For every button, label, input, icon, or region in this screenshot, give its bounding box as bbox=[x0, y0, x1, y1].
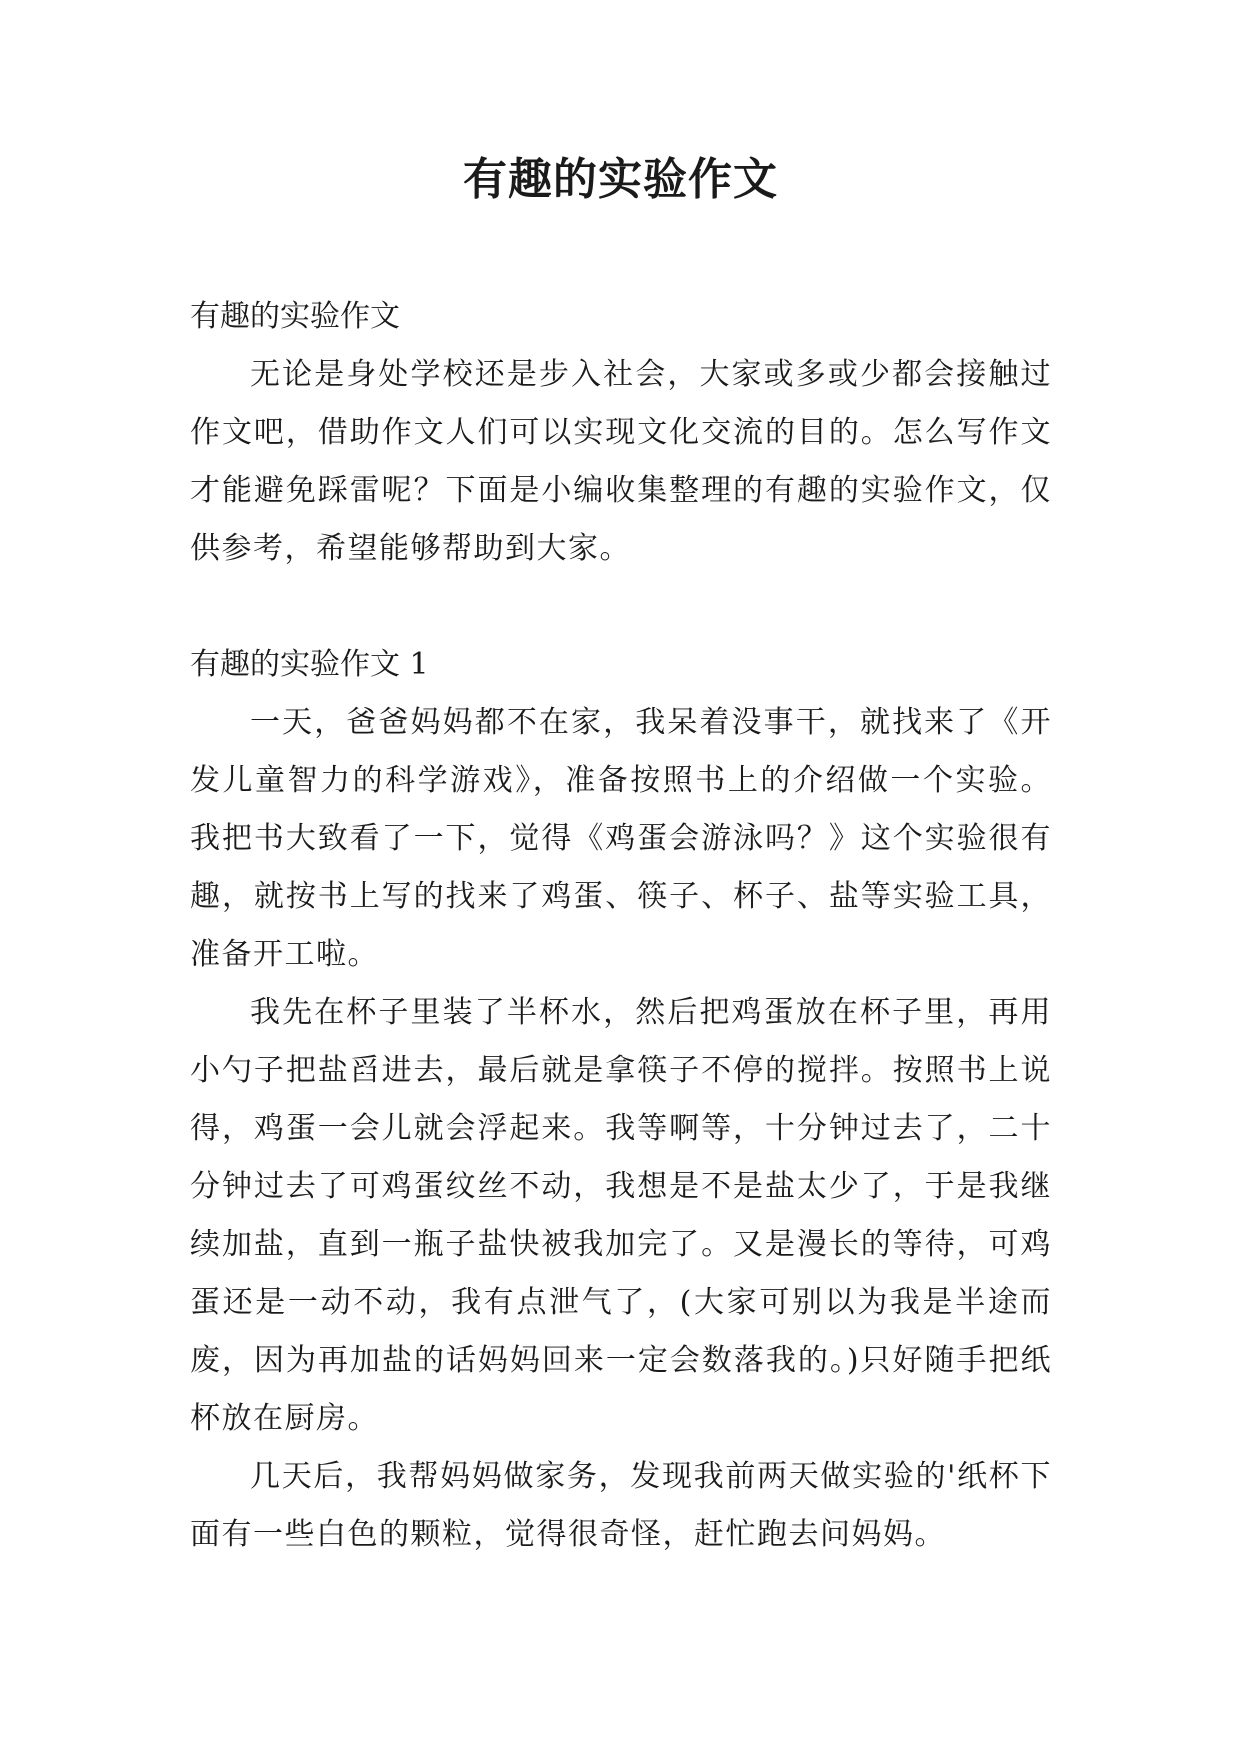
intro-heading: 有趣的实验作文 bbox=[190, 299, 400, 334]
section1-paragraph-3: 几天后，我帮妈妈做家务，发现我前两天做实验的'纸杯下面有一些白色的颗粒，觉得很奇怪，赶忙跑去问妈妈。 bbox=[190, 1459, 1052, 1552]
intro-paragraph: 无论是身处学校还是步入社会，大家或多或少都会接触过作文吧，借助作文人们可以实现文化交流的目的。怎么写作文才能避免踩雷呢？下面是小编收集整理的有趣的实验作文，仅供参考，希望能够帮助到大家。 bbox=[190, 357, 1052, 566]
section1-paragraph-1: 一天，爸爸妈妈都不在家，我呆着没事干，就找来了《开发儿童智力的科学游戏》，准备按照书上的介绍做一个实验。我把书大致看了一下，觉得《鸡蛋会游泳吗？》这个实验很有趣，就按书上写的找来了鸡蛋、筷子、杯子、盐等实验工具，准备开工啦。 bbox=[190, 705, 1052, 972]
section1-heading: 有趣的实验作文 1 bbox=[190, 647, 429, 682]
document-body bbox=[190, 288, 1052, 1564]
section-spacer bbox=[190, 578, 1052, 636]
section1-paragraph-2: 我先在杯子里装了半杯水，然后把鸡蛋放在杯子里，再用小勺子把盐舀进去，最后就是拿筷子不停的搅拌。按照书上说得，鸡蛋一会儿就会浮起来。我等啊等，十分钟过去了，二十分钟过去了可鸡蛋纹丝不动，我想是不是盐太少了，于是我继续加盐，直到一瓶子盐快被我加完了。又是漫长的等待，可鸡蛋还是一动不动，我有点泄气了，(大家可别以为我是半途而废，因为再加盐的话妈妈回来一定会数落我的。)只好随手把纸杯放在厨房。 bbox=[190, 995, 1052, 1436]
document-title: 有趣的实验作文 bbox=[463, 154, 778, 205]
